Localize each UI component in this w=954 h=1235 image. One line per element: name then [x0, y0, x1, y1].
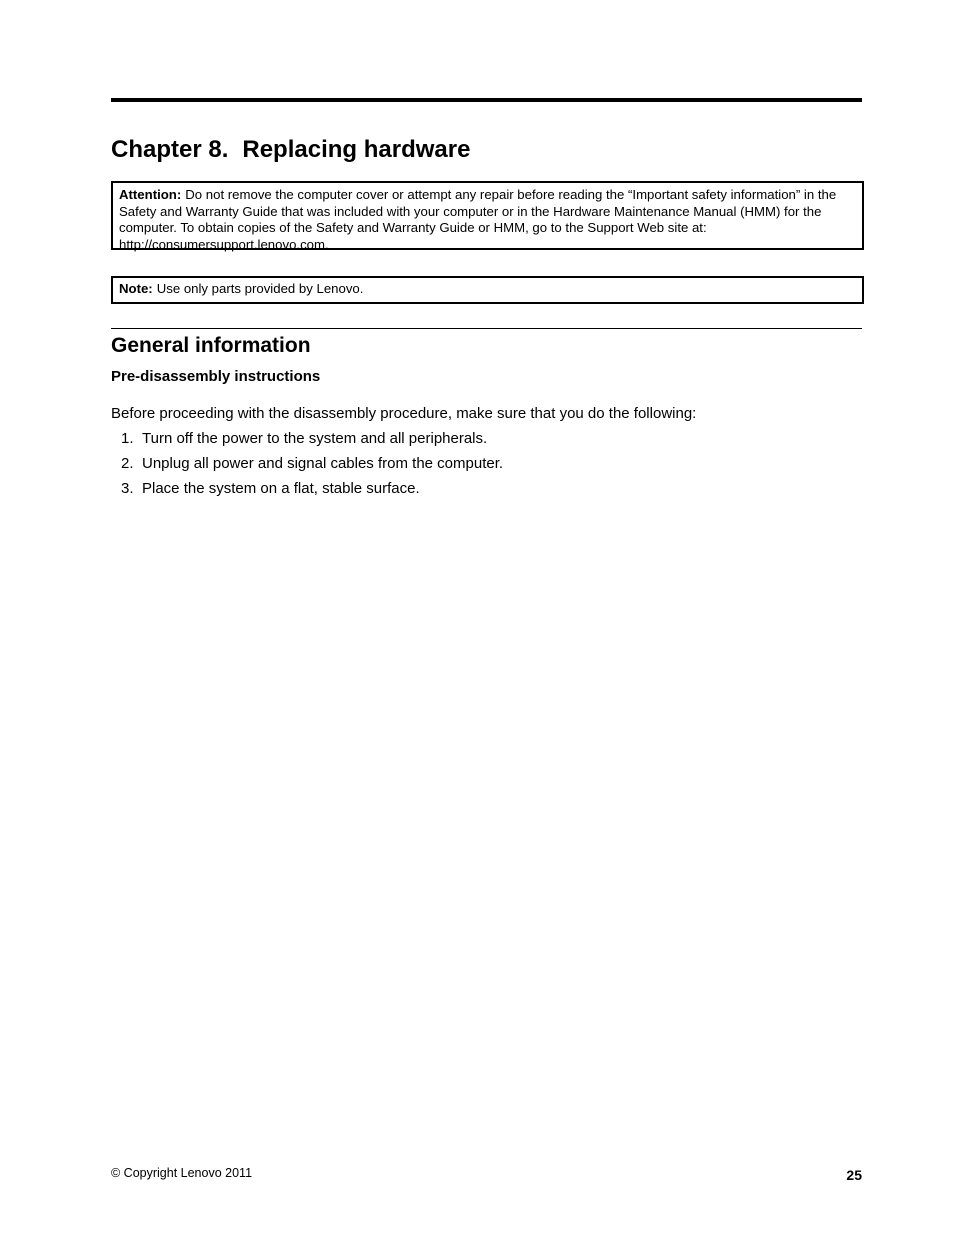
note-text: Use only parts provided by Lenovo.	[156, 281, 364, 296]
attention-box	[111, 181, 864, 250]
step-number: 2.	[121, 455, 134, 472]
step-text: Turn off the power to the system and all peripherals.	[142, 430, 488, 447]
subsection-title: Pre-disassembly instructions	[111, 368, 321, 385]
page-number: 25	[846, 1167, 862, 1183]
chapter-top-rule	[111, 98, 862, 102]
step-text: Unplug all power and signal cables from the computer.	[142, 455, 504, 472]
chapter-name: Replacing hardware	[242, 136, 471, 163]
chapter-number: Chapter 8.	[111, 136, 229, 163]
attention-label: Attention:	[119, 187, 182, 202]
attention-text: Do not remove the computer cover or attempt any repair before reading the “Important safety information” in the Safety and Warranty Guide that was included with your computer or in the Hardware Maintenance Manual (HMM) for the computer. To obtain copies of the Safety and Warranty Guide or HMM, go to the Support Web site at: http://consumersupport.lenovo.com.	[119, 187, 837, 252]
footer-copyright: © Copyright Lenovo 2011	[111, 1166, 253, 1180]
section-rule	[111, 328, 862, 329]
note-label: Note:	[119, 281, 153, 296]
step-number: 1.	[121, 430, 134, 447]
section-title: General information	[111, 334, 311, 357]
note-box	[111, 276, 864, 304]
chapter-title	[111, 135, 470, 165]
step-number: 3.	[121, 480, 134, 497]
intro-paragraph: Before proceeding with the disassembly procedure, make sure that you do the following:	[111, 405, 697, 422]
document-page	[111, 0, 862, 1235]
step-text: Place the system on a flat, stable surface.	[142, 480, 420, 497]
